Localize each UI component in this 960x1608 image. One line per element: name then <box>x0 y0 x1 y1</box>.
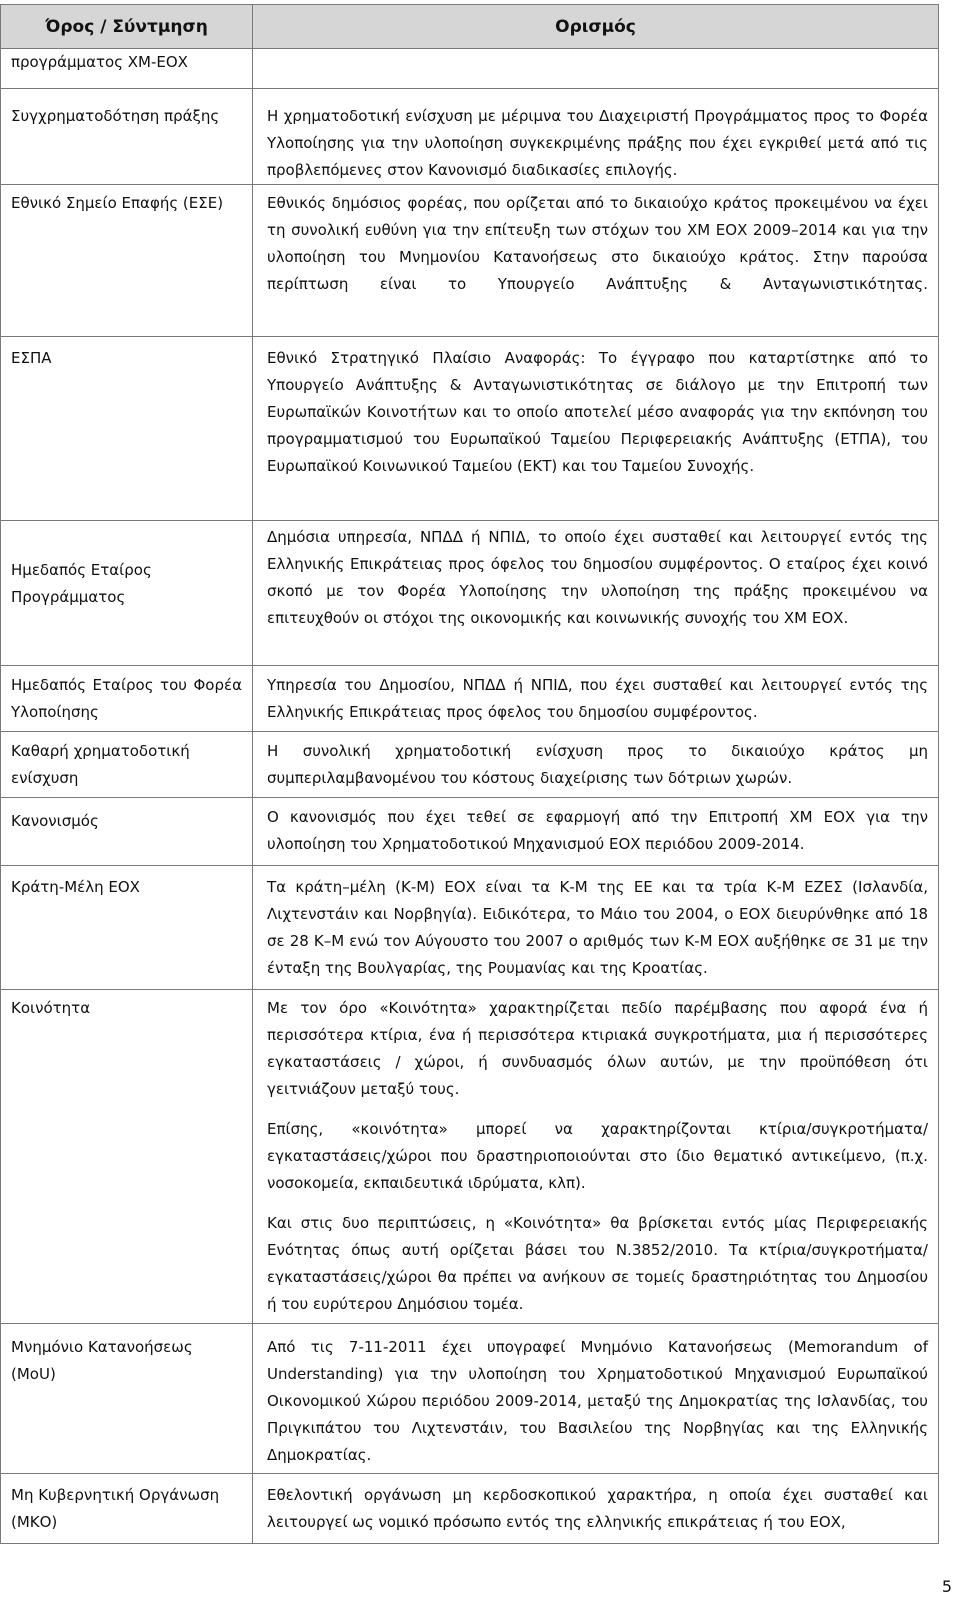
definition-text: Υπηρεσία του Δημοσίου, ΝΠΔΔ ή ΝΠΙΔ, που έχει συσταθεί και λειτουργεί εντός της Ελληνικής Επικράτειας προς όφελος του δημοσίου συμφέροντος. <box>267 676 928 721</box>
table-row <box>1 990 939 1324</box>
definition-cell <box>253 1324 939 1474</box>
definition-paragraph: Επίσης, «κοινότητα» μπορεί να χαρακτηρίζονται κτίρια/συγκροτήματα/ εγκαταστάσεις/χώροι που δραστηριοποιούνται στο ίδιο θεματικό αντικείμενο, (π.χ. νοσοκομεία, εκπαιδευτικά ιδρύματα, κλπ). <box>267 1120 928 1192</box>
definition-paragraph: Με τον όρο «Κοινότητα» χαρακτηρίζεται πεδίο παρέμβασης που αφορά ένα ή περισσότερα κτίρια, ένα ή περισσότερα κτιριακά συγκροτήματα, μια ή περισσότερες εγκαταστάσεις / χώροι, ή συνδυασμός όλων αυτών, με την προϋπόθεση ότι γειτνιάζουν μεταξύ τους. <box>267 999 928 1098</box>
term-cell: Μνημόνιο Κατανοήσεως (MoU) <box>1 1324 253 1474</box>
definition-text: Ο κανονισμός που έχει τεθεί σε εφαρμογή από την Επιτροπή ΧΜ ΕΟΧ για την υλοποίηση του Χρηματοδοτικού Μηχανισμού ΕΟΧ περιόδου 2009-2014. <box>267 808 928 853</box>
term-column-header: Όρος / Σύντμηση <box>1 5 253 49</box>
definition-cell <box>253 1474 939 1544</box>
definition-text: Εθελοντική οργάνωση μη κερδοσκοπικού χαρακτήρα, η οποία έχει συσταθεί και λειτουργεί ως νομικό πρόσωπο εντός της ελληνικής επικράτειας ή του ΕΟΧ, <box>267 1486 928 1531</box>
header-row <box>1 5 939 49</box>
table-row <box>1 1324 939 1474</box>
term-cell: Ημεδαπός Εταίρος του Φορέα Υλοποίησης <box>1 666 253 732</box>
definition-text: Δημόσια υπηρεσία, ΝΠΔΔ ή ΝΠΙΔ, το οποίο έχει συσταθεί και λειτουργεί εντός της Ελληνικής Επικράτειας προς όφελος του δημοσίου συμφέροντος. Ο εταίρος έχει κοινό σκοπό με τον Φορέα Υλοποίησης την υλοποίηση της πράξης προκειμένου να επιτευχθούν οι στόχοι της οικονομικής και κοινωνικής συνοχής του ΧΜ ΕΟΧ. <box>267 528 928 627</box>
continuation-term: προγράμματος ΧΜ-ΕΟΧ <box>1 49 253 89</box>
definition-text: Από τις 7-11-2011 έχει υπογραφεί Μνημόνιο Κατανοήσεως (Memorandum of Understanding) για την υλοποίηση του Χρηματοδοτικού Μηχανισμού Ευρωπαϊκού Οικονομικού Χώρου περιόδου 2009-2014, μεταξύ της Δημοκρατίας της Ισλανδίας, του Πριγκιπάτου του Λιχτενστάιν, του Βασιλείου της Νορβηγίας και της Ελληνικής Δημοκρατίας. <box>267 1338 928 1464</box>
definition-cell <box>253 732 939 798</box>
term-cell: Καθαρή χρηματοδοτική ενίσχυση <box>1 732 253 798</box>
definitions-table <box>0 4 939 1544</box>
term-cell: Συγχρηματοδότηση πράξης <box>1 89 253 185</box>
definition-text: Η χρηματοδοτική ενίσχυση με μέριμνα του Διαχειριστή Προγράμματος προς το Φορέα Υλοποίησης για την υλοποίηση συγκεκριμένης πράξης που έχει εγκριθεί μετά από τις προβλεπόμενες στον Κανονισμό διαδικασίες επιλογής. <box>267 107 928 179</box>
definition-cell <box>253 866 939 990</box>
definition-text: Εθνικό Στρατηγικό Πλαίσιο Αναφοράς: Το έγγραφο που καταρτίστηκε από το Υπουργείο Ανάπτυξης & Ανταγωνιστικότητας σε διάλογο με την Επιτροπή των Ευρωπαϊκών Κοινοτήτων και το οποίο αποτελεί μέσο αναφοράς για την εκπόνηση του προγραμματισμού του Ευρωπαϊκού Ταμείου Περιφερειακής Ανάπτυξης (ΕΤΠΑ), του Ευρωπαϊκού Κοινωνικού Ταμείου (ΕΚΤ) και του Ταμείου Συνοχής. <box>267 349 928 475</box>
table-row <box>1 521 939 666</box>
table-row <box>1 666 939 732</box>
table-row <box>1 185 939 337</box>
definition-cell <box>253 521 939 666</box>
definition-cell <box>253 185 939 337</box>
definition-cell <box>253 89 939 185</box>
table-row <box>1 732 939 798</box>
definition-column-header: Ορισμός <box>253 5 939 49</box>
definition-text: Εθνικός δημόσιος φορέας, που ορίζεται από το δικαιούχο κράτος προκειμένου να έχει τη συνολική ευθύνη για την επίτευξη των στόχων του ΧΜ ΕΟΧ 2009–2014 και για την υλοποίηση του Μνημονίου Κατανοήσεως στο δικαιούχο κράτος. Στην παρούσα περίπτωση είναι το Υπουργείο Ανάπτυξης & Ανταγωνιστικότητας. <box>267 194 928 293</box>
definition-cell <box>253 990 939 1324</box>
term-cell: Κοινότητα <box>1 990 253 1324</box>
definition-cell <box>253 798 939 866</box>
table-row <box>1 89 939 185</box>
continuation-row <box>1 49 939 89</box>
definition-cell <box>253 337 939 521</box>
continuation-definition <box>253 49 939 89</box>
term-cell: Εθνικό Σημείο Επαφής (ΕΣΕ) <box>1 185 253 337</box>
table-row <box>1 1474 939 1544</box>
definition-text: Η συνολική χρηματοδοτική ενίσχυση προς το δικαιούχο κράτος μη συμπεριλαμβανομένου του κόστους διαχείρισης των δότριων χωρών. <box>267 742 928 787</box>
definition-paragraph: Και στις δυο περιπτώσεις, η «Κοινότητα» θα βρίσκεται εντός μίας Περιφερειακής Ενότητας όπως αυτή ορίζεται βάσει του Ν.3852/2010. Τα κτίρια/συγκροτήματα/εγκαταστάσεις/χώροι θα πρέπει να ανήκουν σε τομείς δραστηριότητας του Δημοσίου ή του ευρύτερου Δημόσιου τομέα. <box>267 1214 928 1313</box>
definition-text: Τα κράτη–μέλη (Κ-Μ) ΕΟΧ είναι τα Κ-Μ της ΕΕ και τα τρία Κ-Μ ΕΖΕΣ (Ισλανδία, Λιχτενστάιν και Νορβηγία). Ειδικότερα, το Μάιο του 2004, ο ΕΟΧ διευρύνθηκε από 18 σε 28 Κ–Μ ενώ τον Αύγουστο του 2007 ο αριθμός των Κ-Μ ΕΟΧ αυξήθηκε σε 31 με την ένταξη της Βουλγαρίας, της Ρουμανίας και της Κροατίας. <box>267 878 928 977</box>
term-cell: ΕΣΠΑ <box>1 337 253 521</box>
term-cell: Μη Κυβερνητική Οργάνωση (ΜΚΟ) <box>1 1474 253 1544</box>
term-cell: Κανονισμός <box>1 798 253 866</box>
page-number: 5 <box>941 1577 952 1596</box>
definitions-document <box>0 4 938 1544</box>
term-cell: Κράτη-Μέλη ΕΟΧ <box>1 866 253 990</box>
definition-cell <box>253 666 939 732</box>
term-cell: Ημεδαπός Εταίρος Προγράμματος <box>1 521 253 666</box>
table-row <box>1 337 939 521</box>
table-row <box>1 798 939 866</box>
table-row <box>1 866 939 990</box>
